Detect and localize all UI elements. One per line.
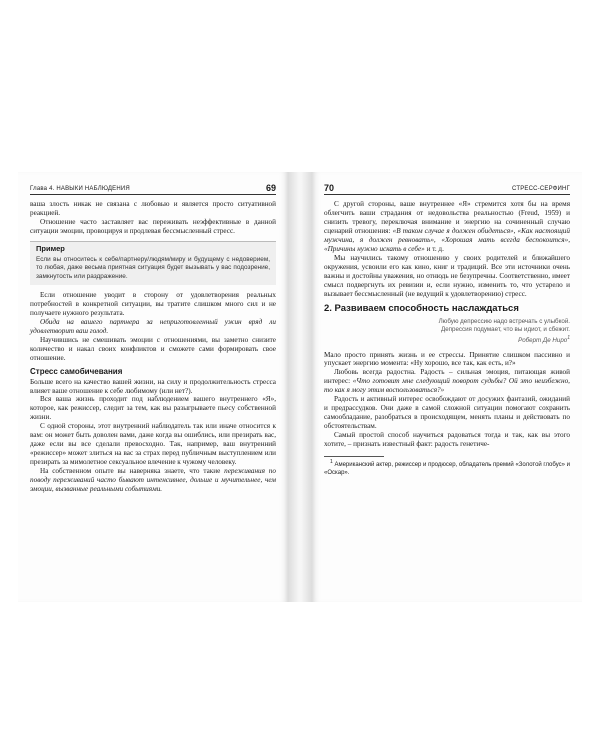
paragraph-italic: Обида на вашего партнера за неприготовленный ужин вряд ли удовлетворит ваш голод. (30, 317, 276, 335)
text-run: На собственном опыте вы наверняка знаете, что такие (40, 467, 225, 476)
paragraph: ваша злость никак не связана с любовью и является просто ситуативной реакцией. (30, 200, 276, 217)
text-run: Любовь всегда радостна. Радость – сильная эмоция, питающая живой интерес: (324, 368, 570, 386)
text-run-italic: «Что готовит мне следующий поворот судьбы? Ой это неизбежно, то как я могу этим воспользоваться?» (324, 377, 570, 395)
paragraph: Мы научились такому отношению у своих родителей и ближайшего окружения, усвоили его как кино, книг и традиций. Все эти источники очень важны и достойны уважения, но отнюдь не безупречны. Соответственно, имеет смысл подвергнуть их ревизии и, если нужно, изменить то, что устарело и вызывает бессмысленный (не ведущий к удовлетворению) стресс. (324, 253, 570, 298)
left-page-header (30, 180, 276, 195)
author-name: Роберт Де Ниро (518, 337, 568, 345)
epigraph-line: Депрессия подумает, что вы идиот, и сбежит. (441, 326, 570, 334)
text-run: и т. д. (424, 244, 444, 253)
right-running-head: СТРЕСС-СЕРФИНГ (512, 186, 570, 192)
text-run-italic: переживания по поводу переживаний часто бывают интенсивнее, дольше и мучительнее, чем эмоции, вызванные реальными событиями. (30, 467, 276, 493)
text-run-italic: «В таком случае я должен обидеться», «Как настоящий мужчина, я должен ревновать», «Хорошая мать всегда беспокоится», «Причины нужно искать в себе» (324, 226, 570, 253)
epigraph-author (324, 334, 570, 345)
left-page (18, 172, 288, 602)
paragraph (324, 200, 570, 254)
paragraph: Вся ваша жизнь проходит под наблюдением вашего внутреннего «Я», которое, как режиссер, следит за тем, как вы разыгрываете пьесу собственной жизни. (30, 395, 276, 422)
epigraph (324, 318, 570, 345)
section-heading: 2. Развиваем способность наслаждаться (324, 303, 519, 315)
left-page-number: 69 (265, 183, 276, 193)
text-run: С другой стороны, ваше внутреннее «Я» стремится хотя бы на время облегчить ваши страдания от недовольства реальностью (Freud, 1959) и снизить тревогу, переключая внимание и энергию на сочиненный случаю сценарий отношения: (324, 200, 570, 235)
paragraph: Мало просто принять жизнь и ее стрессы. Принятие слишком пассивно и упускает энергию момента: «Ну хорошо, все так, как есть, и?» (324, 350, 570, 368)
paragraph: Отношение часто заставляет вас переживать неэффективные в данной ситуации эмоции, провоцируя и продлевая бессмысленный стресс. (30, 217, 276, 235)
paragraph: Самый простой способ научиться радоваться тогда и так, как вы этого хотите, – признать известный факт: радость генетиче- (324, 431, 570, 449)
subheading: Стресс самобичевания (30, 366, 123, 376)
footnote (324, 459, 570, 477)
right-page-body (324, 200, 570, 477)
footnote-number: 1 (330, 458, 333, 465)
left-running-head: Глава 4. НАВЫКИ НАБЛЮДЕНИЯ (30, 186, 130, 192)
paragraph (30, 467, 276, 494)
paragraph: Радость и активный интерес освобождают от досужих фантазий, ожиданий и предрассудков. Они даже в самой сложной ситуации помогают сохранить самообладание, разобраться в происходящем, менять планы и действовать по обстоятельствам. (324, 395, 570, 431)
paragraph: Больше всего на качество вашей жизни, на силу и продолжительность стресса влияет ваше отношение к себе любимому (или нет?). (30, 377, 276, 395)
left-page-body (30, 200, 276, 494)
paragraph: Если отношение уводит в сторону от удовлетворения реальных потребностей в конкретной ситуации, вы тратите слишком много сил и не получаете нужного результата. (30, 290, 276, 317)
footnote-rule (324, 456, 384, 457)
epigraph-line: Любую депрессию надо встречать с улыбкой. (438, 318, 570, 326)
example-box (30, 241, 276, 285)
example-text: Если вы относитесь к себе/партнеру/людям/миру и будущему с недоверием, то любая, даже весьма приятная ситуация будет вызывать у вас подозрение, замкнутость или раздражение. (36, 255, 270, 280)
right-page-header (324, 180, 570, 195)
book-gutter (288, 172, 312, 602)
example-label: Пример (36, 243, 65, 253)
right-page-number: 70 (324, 183, 335, 193)
paragraph: С одной стороны, этот внутренний наблюдатель так или иначе относится к вам: он может быть доволен вами, даже когда вы ошиблись, или презирать вас, даже если вы все сделали превосходно. Так, например, ваш внутренний «режиссер» может злиться на вас за страх перед публичным выступлением или презирать за мимолетное сексуальное влечение к чужому человеку. (30, 422, 276, 467)
paragraph: Научившись не смешивать эмоции с отношениями, вы заметно снизите количество и накал своих конфликтов и сможете сами формировать свое отношение. (30, 335, 276, 362)
footnote-marker: 1 (567, 335, 570, 342)
footnote-text: Американский актер, режиссер и продюсер, обладатель премий «Золотой глобус» и «Оскар». (324, 461, 570, 476)
paragraph (324, 368, 570, 395)
right-page (312, 172, 582, 602)
